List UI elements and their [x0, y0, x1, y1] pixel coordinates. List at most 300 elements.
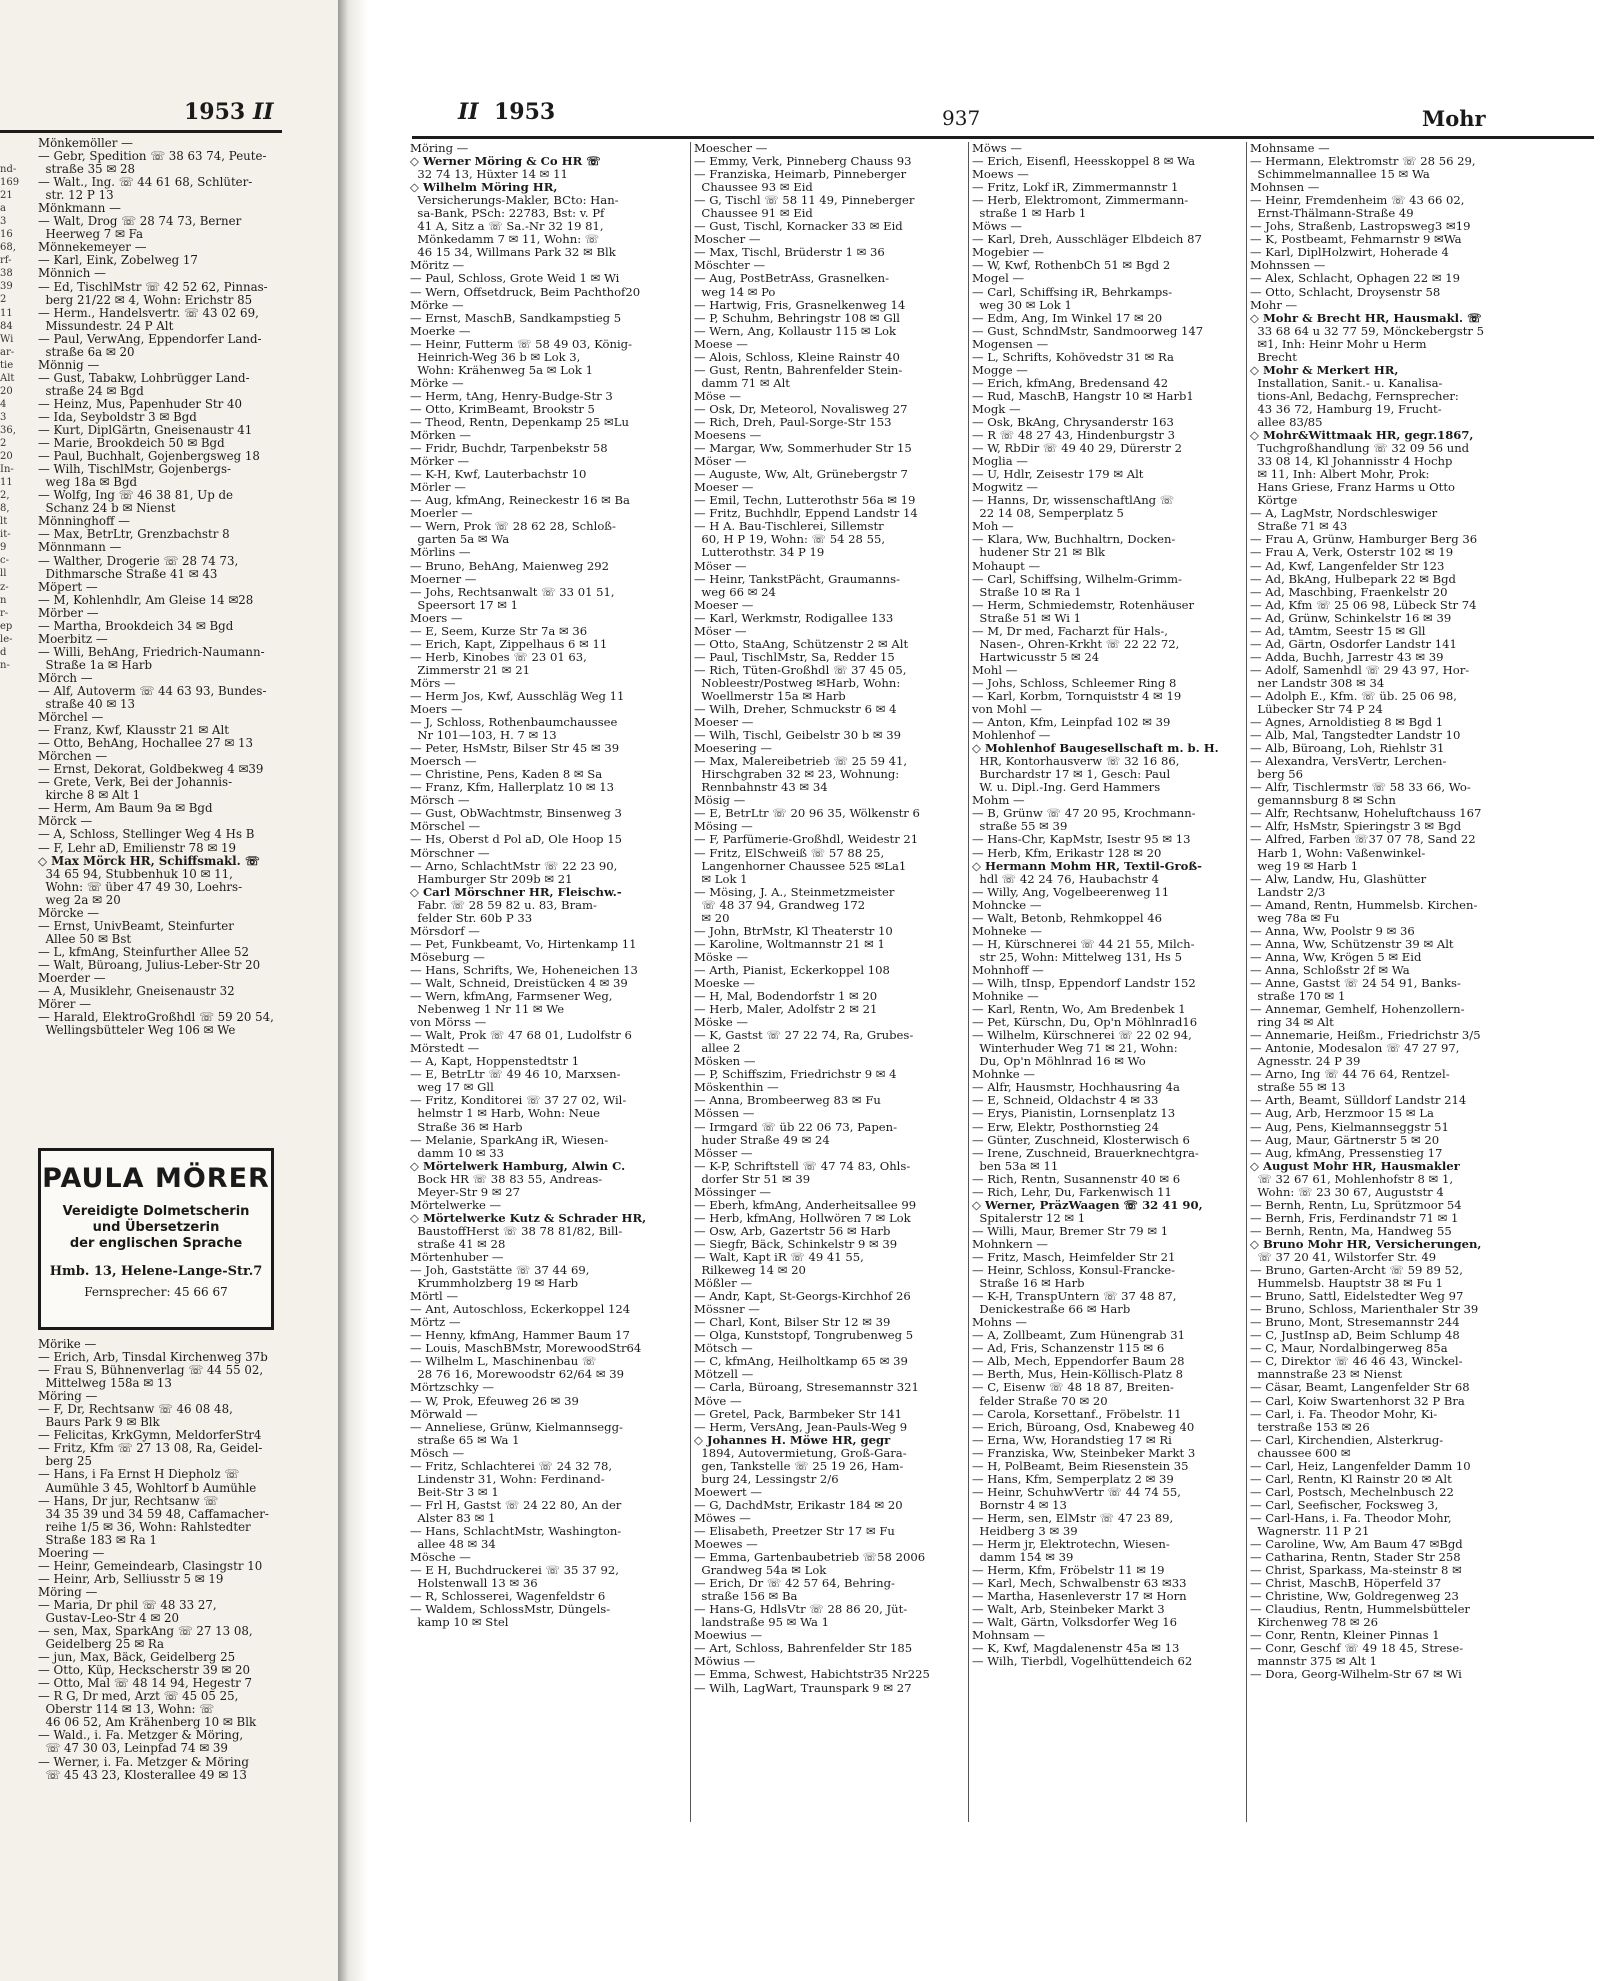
left-page: [0, 0, 338, 1981]
directory-entry-line: — W, Prok, Efeuweg 26 ✉ 39: [410, 1393, 579, 1408]
directory-entry-line: Mogwitz —: [972, 480, 1038, 495]
directory-entry-line: — Alexandra, VersVertr, Lerchen-: [1250, 754, 1447, 769]
directory-entry-line: — H A. Bau-Tischlerei, Sillemstr: [694, 519, 884, 534]
edge-fragment-line: rf-: [0, 255, 12, 267]
directory-entry-line: ✉ 11, Inh: Albert Mohr, Prok:: [1250, 467, 1430, 482]
directory-entry-line: Mörsdorf —: [410, 923, 480, 938]
directory-entry-line: Moesens —: [694, 428, 762, 443]
directory-entry-line: Brecht: [1250, 349, 1297, 364]
directory-entry-line: Moh —: [972, 519, 1014, 534]
directory-entry-line: — Conr, Geschf ☏ 49 18 45, Strese-: [1250, 1641, 1464, 1656]
directory-entry-line: — Herm jr, Elektrotechn, Wiesen-: [972, 1537, 1170, 1552]
directory-entry-line: Woellmerstr 15a ✉ Harb: [694, 688, 846, 703]
directory-entry-line: — Ernst, Dekorat, Goldbekweg 4 ✉39: [38, 762, 264, 777]
left-header-year: 1953: [184, 99, 246, 125]
directory-entry-line: Moers —: [410, 702, 463, 717]
directory-entry-line: — Franz, Kfm, Hallerplatz 10 ✉ 13: [410, 780, 614, 795]
directory-entry-line: — Hermann, Elektromstr ☏ 28 56 29,: [1250, 154, 1476, 169]
directory-entry-line: — Anna, Schloßstr 2f ✉ Wa: [1250, 962, 1410, 977]
edge-fragment-line: ll: [0, 568, 7, 580]
directory-entry-line: — Otto, BehAng, Hochallee 27 ✉ 13: [38, 736, 254, 751]
directory-entry-line: — Alois, Schloss, Kleine Rainstr 40: [694, 349, 900, 364]
directory-entry-line: — Max, Tischl, Brüderstr 1 ✉ 36: [694, 245, 885, 260]
directory-entry-line: Hummelsb. Hauptstr 38 ✉ Fu 1: [1250, 1276, 1444, 1291]
directory-entry-line: Mohnike —: [972, 989, 1039, 1004]
edge-fragment-line: it-: [0, 529, 11, 541]
directory-entry-line: felder Straße 70 ✉ 20: [972, 1393, 1108, 1408]
directory-entry-line: — Aug, Arb, Herzmoor 15 ✉ La: [1250, 1106, 1434, 1121]
directory-entry-line: — Ad, Gärtn, Osdorfer Landstr 141: [1250, 636, 1457, 651]
directory-entry-line: Mohm —: [972, 793, 1025, 808]
edge-fragment-line: nd-: [0, 164, 17, 175]
directory-entry-line: damm 154 ✉ 39: [972, 1550, 1074, 1565]
directory-entry-line: burg 24, Lessingstr 2/6: [694, 1471, 839, 1486]
directory-entry-line: — E H, Buchdruckerei ☏ 35 37 92,: [410, 1563, 619, 1578]
directory-entry-line: mannstraße 23 ✉ Nienst: [1250, 1367, 1403, 1382]
directory-entry-line: terstraße 153 ✉ 26: [1250, 1419, 1370, 1434]
directory-entry-line: Möwius —: [694, 1654, 756, 1669]
directory-entry-line: Möws —: [972, 219, 1023, 234]
directory-entry-line: dorfer Str 51 ✉ 39: [694, 1171, 811, 1186]
directory-entry-line: Moeser —: [694, 597, 754, 612]
directory-entry-line: Mohnsame —: [1250, 141, 1330, 155]
directory-entry-line: — Bruno, Schloss, Marienthaler Str 39: [1250, 1302, 1479, 1317]
directory-entry-line: Landstr 2/3: [1250, 884, 1326, 899]
directory-entry-line: Mogebier —: [972, 245, 1044, 260]
directory-entry-line: Du, Op'n Möhlnrad 16 ✉ Wo: [972, 1054, 1146, 1069]
directory-entry-line: — Fritz, Masch, Heimfelder Str 21: [972, 1249, 1176, 1264]
directory-entry-line: — Karl, Dreh, Ausschläger Elbdeich 87: [972, 232, 1202, 247]
directory-entry-line: Nasen-, Ohren-Krkht ☏ 22 22 72,: [972, 636, 1180, 651]
directory-entry-line: 33 68 64 u 32 77 59, Mönckebergstr 5: [1250, 323, 1484, 338]
directory-entry-line: — Carl, Postsch, Mechelnbusch 22: [1250, 1484, 1454, 1499]
directory-column-2: [694, 142, 966, 1822]
directory-entry-line: Aumühle 3 45, Wohltorf b Aumühle: [38, 1480, 257, 1495]
directory-entry-line: — Wolfg, Ing ☏ 46 38 81, Up de: [38, 488, 234, 503]
directory-entry-line: str. 12 P 13: [38, 188, 114, 203]
directory-entry-line: Nobleestr/Postweg ✉Harb, Wohn:: [694, 675, 901, 690]
directory-entry-line: — Bernh, Fris, Ferdinandstr 71 ✉ 1: [1250, 1210, 1459, 1225]
directory-entry-line: — Ad, tAmtm, Seestr 15 ✉ Gll: [1250, 623, 1426, 638]
directory-entry-line: von Mörss —: [410, 1015, 487, 1030]
directory-entry-line: Möring —: [38, 1389, 98, 1404]
directory-entry-line: — Alf, Autoverm ☏ 44 63 93, Bundes-: [38, 683, 267, 698]
directory-entry-line: — Fritz, Konditorei ☏ 37 27 02, Wil-: [410, 1093, 627, 1108]
directory-entry-line: Mörlins —: [410, 545, 471, 560]
edge-fragment-line: lt: [0, 516, 8, 528]
directory-entry-line: straße 40 ✉ 13: [38, 697, 135, 712]
directory-entry-line: straße 1 ✉ Harb 1: [972, 206, 1087, 221]
directory-entry-line: ☏ 32 67 61, Mohlenhofstr 8 ✉ 1,: [1250, 1171, 1454, 1186]
directory-entry-line: Mönnekemeyer —: [38, 240, 147, 255]
directory-entry-line: — Dora, Georg-Wilhelm-Str 67 ✉ Wi: [1250, 1667, 1462, 1682]
directory-entry-line: — C, Eisenw ☏ 48 18 87, Breiten-: [972, 1380, 1174, 1395]
directory-entry-line: — Eberh, kfmAng, Anderheitsallee 99: [694, 1197, 917, 1212]
directory-entry-line: Mohnssen —: [1250, 258, 1326, 273]
directory-entry-line: ben 53a ✉ 11: [972, 1158, 1059, 1173]
directory-entry-line: — Bernh, Rentn, Ma, Handweg 55: [1250, 1223, 1452, 1238]
directory-entry-line: Dithmarsche Straße 41 ✉ 43: [38, 566, 218, 581]
edge-fragment-line: 2: [0, 437, 7, 449]
directory-entry-line: ◇ August Mohr HR, Hausmakler: [1250, 1158, 1460, 1173]
directory-entry-line: str 25, Wohn: Mittelweg 131, Hs 5: [972, 949, 1182, 964]
directory-entry-line: weg 66 ✉ 24: [694, 584, 776, 599]
directory-entry-line: Hirschgraben 32 ✉ 23, Wohnung:: [694, 767, 900, 782]
directory-entry-line: Mösser —: [694, 1145, 753, 1160]
edge-fragment-line: 16: [0, 229, 13, 241]
directory-entry-line: Moerner —: [410, 571, 477, 586]
directory-entry-line: Mönkedamm 7 ✉ 11, Wohn: ☏: [410, 232, 600, 247]
directory-entry-line: — Bruno, Garten-Archt ☏ 59 89 52,: [1250, 1263, 1463, 1278]
directory-entry-line: weg 2a ✉ 20: [38, 892, 121, 907]
directory-entry-line: — R G, Dr med, Arzt ☏ 45 05 25,: [38, 1689, 239, 1704]
directory-entry-line: Mörber —: [38, 605, 99, 620]
directory-entry-line: — Johs, Rechtsanwalt ☏ 33 01 51,: [410, 584, 615, 599]
directory-entry-line: — Walt, Büroang, Julius-Leber-Str 20: [38, 957, 261, 972]
directory-entry-line: Bornstr 4 ✉ 13: [972, 1497, 1067, 1512]
directory-entry-line: — Ed, TischlMstr ☏ 42 52 62, Pinnas-: [38, 279, 268, 294]
directory-entry-line: — Melanie, SparkAng iR, Wiesen-: [410, 1132, 609, 1147]
directory-entry-line: — Carl, Heiz, Langenfelder Damm 10: [1250, 1458, 1471, 1473]
directory-entry-line: — Edm, Ang, Im Winkel 17 ✉ 20: [972, 310, 1163, 325]
directory-entry-line: Mörke —: [410, 375, 464, 390]
directory-entry-line: — Ernst, MaschB, Sandkampstieg 5: [410, 310, 622, 325]
directory-entry-line: Mörchel —: [38, 710, 104, 725]
directory-entry-line: — Siegfr, Bäck, Schinkelstr 9 ✉ 39: [694, 1236, 898, 1251]
directory-entry-line: allee 48 ✉ 34: [410, 1537, 496, 1552]
directory-entry-line: ◇ Johannes H. Möwe HR, gegr: [694, 1432, 891, 1447]
directory-entry-line: weg 14 ✉ Po: [694, 284, 776, 299]
directory-entry-line: helmstr 1 ✉ Harb, Wohn: Neue: [410, 1106, 601, 1121]
directory-entry-line: — Wern, kfmAng, Farmsener Weg,: [410, 989, 613, 1004]
edge-fragment-line: 36,: [0, 424, 16, 436]
directory-entry-line: — M, Dr med, Facharzt für Hals-,: [972, 623, 1168, 638]
directory-entry-line: Moeske —: [694, 976, 755, 990]
directory-entry-line: Mörtenhuber —: [410, 1249, 504, 1264]
directory-entry-line: — Charl, Kont, Bilser Str 12 ✉ 39: [694, 1315, 891, 1330]
directory-entry-line: Körtge: [1250, 493, 1298, 508]
directory-entry-line: — C, Direktor ☏ 46 46 43, Winckel-: [1250, 1354, 1463, 1369]
right-header-roman: II: [458, 99, 479, 125]
directory-entry-line: — J, Schloss, Rothenbaumchaussee: [410, 715, 618, 730]
edge-fragment-line: 9: [0, 542, 7, 554]
directory-entry-line: ◇ Bruno Mohr HR, Versicherungen,: [1250, 1236, 1482, 1251]
directory-entry-line: — Heinr, Fremdenheim ☏ 43 66 02,: [1250, 193, 1465, 208]
directory-entry-line: — Ant, Autoschloss, Eckerkoppel 124: [410, 1302, 631, 1317]
directory-entry-line: — Arth, Pianist, Eckerkoppel 108: [694, 962, 890, 977]
directory-entry-line: Ernst-Thälmann-Straße 49: [1250, 206, 1414, 221]
directory-column-4: [1250, 142, 1522, 1822]
directory-entry-line: — Karoline, Woltmannstr 21 ✉ 1: [694, 936, 885, 951]
directory-entry-line: — Osk, BkAng, Chrysanderstr 163: [972, 414, 1174, 429]
advert-address: Hmb. 13, Helene-Lange-Str.7: [49, 1264, 263, 1279]
directory-entry-line: — Paul, VerwAng, Eppendorfer Land-: [38, 331, 262, 346]
directory-entry-line: Chaussee 91 ✉ Eid: [694, 206, 813, 221]
directory-entry-line: — A, LagMstr, Nordschleswiger: [1250, 506, 1438, 521]
directory-entry-line: Grandweg 54a ✉ Lok: [694, 1563, 827, 1578]
directory-entry-line: Kirchenweg 78 ✉ 26: [1250, 1615, 1379, 1630]
directory-entry-line: — Willi, Maur, Bremer Str 79 ✉ 1: [972, 1223, 1169, 1238]
directory-entry-line: — Hartwig, Fris, Grasnelkenweg 14: [694, 297, 906, 312]
directory-entry-line: ◇ Werner Möring & Co HR ☏: [410, 154, 601, 169]
directory-entry-line: — Erich, Kapt, Zippelhaus 6 ✉ 11: [410, 636, 608, 651]
directory-entry-line: — Walther, Drogerie ☏ 28 74 73,: [38, 553, 239, 568]
directory-entry-line: Denickestraße 66 ✉ Harb: [972, 1302, 1131, 1317]
directory-entry-line: — H, Kürschnerei ☏ 44 21 55, Milch-: [972, 936, 1195, 951]
directory-entry-line: — Bruno, BehAng, Maienweg 292: [410, 558, 609, 573]
directory-entry-line: berg 21/22 ✉ 4, Wohn: Erichstr 85: [38, 292, 253, 307]
directory-entry-line: Möve —: [694, 1393, 742, 1408]
directory-entry-line: — Anna, Brombeerweg 83 ✉ Fu: [694, 1093, 881, 1108]
directory-entry-line: — Bruno, Sattl, Eidelstedter Weg 97: [1250, 1289, 1464, 1304]
directory-entry-line: — Conr, Rentn, Kleiner Pinnas 1: [1250, 1628, 1440, 1643]
edge-fragment-line: 8,: [0, 503, 10, 515]
directory-entry-line: — Wilh, TischlMstr, Gojenbergs-: [38, 462, 232, 477]
directory-entry-line: 1894, Autovermietung, Groß-Gara-: [694, 1445, 907, 1460]
directory-entry-line: — Günter, Zuschneid, Klosterwisch 6: [972, 1132, 1190, 1147]
directory-entry-line: Mötsch —: [694, 1341, 753, 1356]
directory-entry-line: Mörck —: [38, 814, 93, 829]
directory-entry-line: — Bruno, Mont, Stresemannstr 244: [1250, 1315, 1460, 1330]
directory-entry-line: — Christ, MaschB, Höperfeld 37: [1250, 1576, 1442, 1591]
right-page: [368, 0, 1600, 1981]
directory-entry-line: — Grete, Verk, Bei der Johannis-: [38, 775, 233, 790]
directory-entry-line: — Gust, SchndMstr, Sandmoorweg 147: [972, 323, 1204, 338]
directory-entry-line: — Ad, Kwf, Langenfelder Str 123: [1250, 558, 1445, 573]
directory-entry-line: — Fritz, Schlachterei ☏ 24 32 78,: [410, 1458, 613, 1473]
directory-entry-line: — Irene, Zuschneid, Brauerknechtgra-: [972, 1145, 1199, 1160]
edge-fragment-line: 38: [0, 268, 13, 280]
directory-entry-line: Moesering —: [694, 741, 772, 756]
directory-entry-line: Möser —: [694, 558, 747, 573]
directory-entry-line: Mohnkern —: [972, 1236, 1048, 1251]
left-header-roman: II: [253, 99, 274, 125]
directory-entry-line: Krummholzberg 19 ✉ Harb: [410, 1276, 579, 1291]
directory-entry-line: Mörtzschky —: [410, 1380, 494, 1395]
directory-entry-line: — Alfr, Hausmstr, Hochhausring 4a: [972, 1080, 1180, 1095]
directory-entry-line: Mösch —: [410, 1445, 465, 1460]
directory-entry-line: Moers —: [410, 610, 463, 625]
directory-entry-line: 34 65 94, Stubbenhuk 10 ✉ 11,: [38, 866, 233, 881]
directory-entry-line: — jun, Max, Bäck, Geidelberg 25: [38, 1650, 236, 1665]
directory-entry-line: hdl ☏ 42 24 76, Haubachstr 4: [972, 871, 1159, 886]
directory-entry-line: — Gust, Tabakw, Lohbrügger Land-: [38, 370, 250, 385]
edge-fragment-line: z-: [0, 581, 9, 593]
directory-entry-line: 32 74 13, Hüxter 14 ✉ 11: [410, 167, 568, 182]
right-header-rule: [412, 136, 1594, 139]
directory-entry-line: Mörcke —: [38, 905, 100, 920]
directory-entry-line: — Aug, PostBetrAss, Grasnelken-: [694, 271, 890, 286]
directory-entry-line: kamp 10 ✉ Stel: [410, 1615, 509, 1630]
directory-entry-line: Mörchen —: [38, 749, 108, 764]
directory-entry-line: — Heinr, Schloss, Konsul-Francke-: [972, 1263, 1176, 1278]
directory-entry-line: Moerke —: [410, 323, 471, 338]
directory-entry-line: Mörschel —: [410, 819, 481, 834]
directory-entry-line: Lindenstr 31, Wohn: Ferdinand-: [410, 1471, 605, 1486]
directory-entry-line: Rilkeweg 14 ✉ 20: [694, 1263, 806, 1278]
directory-entry-line: — Agnes, Arnoldistieg 8 ✉ Bgd 1: [1250, 715, 1444, 730]
column-divider-3: [1246, 142, 1247, 1822]
directory-entry-line: — Christine, Ww, Goldregenweg 23: [1250, 1589, 1459, 1604]
edge-fragment-line: 39: [0, 281, 13, 293]
directory-entry-line: Mohnsam —: [972, 1628, 1045, 1643]
directory-entry-line: — Gust, Tischl, Kornacker 33 ✉ Eid: [694, 219, 903, 234]
directory-entry-line: — Otto, KrimBeamt, Brookstr 5: [410, 401, 595, 416]
edge-fragment-line: 3: [0, 411, 7, 423]
running-keyword: Mohr: [1422, 106, 1486, 131]
directory-entry-line: Mörer —: [38, 997, 91, 1012]
directory-entry-line: weg 18a ✉ Bgd: [38, 475, 138, 490]
directory-entry-line: — A, Musiklehr, Gneisenaustr 32: [38, 984, 235, 999]
directory-entry-line: — Joh, Gaststätte ☏ 37 44 69,: [410, 1263, 590, 1278]
directory-entry-line: Mogk —: [972, 401, 1021, 416]
directory-entry-line: Straße 71 ✉ 43: [1250, 519, 1348, 534]
directory-entry-line: ◇ Hermann Mohm HR, Textil-Groß-: [972, 858, 1202, 873]
directory-entry-line: berg 25: [38, 1454, 92, 1469]
directory-entry-line: ◇ Max Mörck HR, Schiffsmakl. ☏: [38, 853, 260, 868]
directory-entry-line: — Franz, Kwf, Klausstr 21 ✉ Alt: [38, 723, 229, 738]
directory-entry-line: — Wern, Offsetdruck, Beim Pachthof20: [410, 284, 641, 299]
directory-entry-line: — sen, Max, SparkAng ☏ 27 13 08,: [38, 1624, 253, 1639]
directory-entry-line: Moersch —: [410, 754, 477, 769]
edge-fragment-line: ep: [0, 620, 13, 632]
directory-entry-line: Rennbahnstr 43 ✉ 34: [694, 780, 828, 795]
directory-entry-line: — Frau S, Bühnenverlag ☏ 44 55 02,: [38, 1363, 264, 1378]
directory-entry-line: Straße 51 ✉ Wi 1: [972, 610, 1082, 625]
directory-entry-line: — Marie, Brookdeich 50 ✉ Bgd: [38, 436, 225, 451]
edge-fragment-line: 68,: [0, 242, 16, 254]
directory-entry-line: Baurs Park 9 ✉ Blk: [38, 1415, 160, 1430]
directory-entry-line: — Herb, Kfm, Erikastr 128 ✉ 20: [972, 845, 1162, 860]
directory-entry-line: — Hans, i Fa Ernst H Diepholz ☏: [38, 1467, 240, 1482]
directory-entry-line: — K, Postbeamt, Fehmarnstr 9 ✉Wa: [1250, 232, 1462, 247]
directory-entry-line: — Rich, Tüten-Großhdl ☏ 37 45 05,: [694, 662, 907, 677]
directory-entry-line: Möring —: [38, 1584, 98, 1599]
directory-entry-line: — Andr, Kapt, St-Georgs-Kirchhof 26: [694, 1289, 911, 1304]
directory-entry-line: — Carl, Rentn, Kl Rainstr 20 ✉ Alt: [1250, 1471, 1452, 1486]
directory-entry-line: — Hans, Schrifts, We, Hoheneichen 13: [410, 962, 638, 977]
directory-column-1: [410, 142, 688, 1822]
directory-entry-line: kirche 8 ✉ Alt 1: [38, 788, 141, 803]
edge-fragment-line: 3: [0, 216, 7, 228]
edge-fragment-line: 4: [0, 398, 7, 410]
directory-entry-line: Wellingsbütteler Weg 106 ✉ We: [38, 1023, 236, 1038]
directory-entry-line: — R, Schlosserei, Wagenfeldstr 6: [410, 1589, 606, 1604]
directory-entry-line: — Paul, TischlMstr, Sa, Redder 15: [694, 649, 895, 664]
directory-entry-line: — Art, Schloss, Bahrenfelder Str 185: [694, 1641, 913, 1656]
directory-entry-line: — Herm., Handelsvertr. ☏ 43 02 69,: [38, 305, 259, 320]
directory-entry-line: Moeser —: [694, 480, 754, 495]
directory-entry-line: Hans Griese, Franz Harms u Otto: [1250, 480, 1455, 495]
directory-entry-line: Mittelweg 158a ✉ 13: [38, 1376, 172, 1391]
directory-entry-line: — Antonie, Modesalon ☏ 47 27 97,: [1250, 1041, 1460, 1056]
directory-entry-line: Geidelberg 25 ✉ Ra: [38, 1637, 165, 1652]
directory-entry-line: Heinrich-Weg 36 b ✉ Lok 3,: [410, 349, 581, 364]
directory-entry-line: Mohnsen —: [1250, 180, 1320, 195]
directory-entry-line: — Carl, Seefischer, Focksweg 3,: [1250, 1497, 1439, 1512]
directory-entry-line: Mönkemöller —: [38, 136, 133, 150]
directory-entry-line: BaustoffHerst ☏ 38 78 81/82, Bill-: [410, 1223, 623, 1238]
column-divider-2: [968, 142, 969, 1822]
directory-entry-line: Spitalerstr 12 ✉ 1: [972, 1210, 1086, 1225]
directory-entry-line: — Anne, Gastst ☏ 24 54 91, Banks-: [1250, 976, 1461, 990]
directory-entry-line: Moeser —: [694, 715, 754, 730]
directory-entry-line: — F, Dr, Rechtsanw ☏ 46 08 48,: [38, 1402, 233, 1417]
edge-fragment-line: ar-: [0, 346, 15, 358]
directory-entry-line: — K, Gastst ☏ 27 22 74, Ra, Grubes-: [694, 1028, 914, 1043]
directory-entry-line: ◇ Carl Mörschner HR, Fleischw.-: [410, 884, 622, 899]
directory-entry-line: — Herb, Elektromont, Zimmermann-: [972, 193, 1189, 208]
edge-fragment-line: 169: [0, 177, 20, 189]
directory-entry-line: — Kurt, DiplGärtn, Gneisenaustr 41: [38, 423, 253, 438]
directory-entry-line: — Anton, Kfm, Leinpfad 102 ✉ 39: [972, 715, 1171, 730]
directory-entry-line: Moscher —: [694, 232, 761, 247]
directory-entry-line: Lübecker Str 74 P 24: [1250, 702, 1383, 717]
directory-entry-line: 22 14 08, Semperplatz 5: [972, 506, 1124, 521]
directory-entry-line: Mönnich —: [38, 266, 106, 281]
directory-entry-line: — Willy, Ang, Vogelbeerenweg 11: [972, 884, 1170, 899]
advert-phone: Fernsprecher: 45 66 67: [84, 1285, 228, 1299]
directory-entry-line: — Maria, Dr phil ☏ 48 33 27,: [38, 1597, 217, 1612]
directory-entry-line: — P, Schiffszim, Friedrichstr 9 ✉ 4: [694, 1067, 897, 1082]
directory-entry-line: — Annemarie, Heißm., Friedrichstr 3/5: [1250, 1028, 1481, 1043]
directory-entry-line: — Johs, Straßenb, Lastropsweg3 ✉19: [1250, 219, 1471, 234]
directory-entry-line: — Annemar, Gemhelf, Hohenzollern-: [1250, 1002, 1465, 1017]
directory-entry-line: ◇ Mohr & Merkert HR,: [1250, 362, 1399, 377]
directory-entry-line: — Otto, Küp, Heckscherstr 39 ✉ 20: [38, 1663, 250, 1678]
directory-entry-line: — Claudius, Rentn, Hummelsbütteler: [1250, 1602, 1470, 1617]
directory-entry-line: reihe 1/5 ✉ 36, Wohn: Rahlstedter: [38, 1519, 251, 1534]
directory-entry-line: — U, Hdlr, Zeisestr 179 ✉ Alt: [972, 467, 1144, 482]
directory-entry-line: Heidberg 3 ✉ 39: [972, 1523, 1078, 1538]
directory-entry-line: Wohn: Krähenweg 5a ✉ Lok 1: [410, 362, 593, 377]
directory-entry-line: — Carla, Büroang, Stresemannstr 321: [694, 1380, 919, 1395]
directory-entry-line: — G, Tischl ☏ 58 11 49, Pinneberger: [694, 193, 915, 208]
directory-entry-line: — Karl, Eink, Zobelweg 17: [38, 253, 198, 268]
directory-entry-line: straße 55 ✉ 39: [972, 819, 1068, 834]
directory-entry-line: — Hanns, Dr, wissenschaftlAng ☏: [972, 493, 1175, 508]
directory-entry-line: — Wald., i. Fa. Metzger & Möring,: [38, 1728, 244, 1743]
directory-entry-line: — Carl, Schiffsing, Wilhelm-Grimm-: [972, 571, 1182, 586]
directory-entry-line: — A, Schloss, Stellinger Weg 4 Hs B: [38, 827, 255, 842]
advert-line-3: der englischen Sprache: [69, 1236, 243, 1251]
directory-entry-line: — Hans, Kfm, Semperplatz 2 ✉ 39: [972, 1471, 1174, 1486]
directory-entry-line: W. u. Dipl.-Ing. Gerd Hammers: [972, 780, 1161, 795]
edge-fragment-line: In-: [0, 464, 14, 476]
directory-entry-line: Chaussee 93 ✉ Eid: [694, 180, 813, 195]
directory-entry-line: — Gretel, Pack, Barmbeker Str 141: [694, 1406, 902, 1421]
directory-entry-line: Mohl —: [972, 662, 1018, 677]
directory-entry-line: Installation, Sanit.- u. Kanalisa-: [1250, 375, 1443, 390]
directory-entry-line: Harb 1, Wohn: Vaßenwinkel-: [1250, 845, 1426, 860]
directory-entry-line: — Erw, Elektr, Posthornstieg 24: [972, 1119, 1159, 1134]
directory-entry-line: — E, Seem, Kurze Str 7a ✉ 36: [410, 623, 588, 638]
directory-entry-line: Mörike —: [38, 1337, 97, 1351]
directory-entry-line: — B, Grünw ☏ 47 20 95, Krochmann-: [972, 806, 1196, 821]
directory-entry-line: weg 30 ✉ Lok 1: [972, 297, 1072, 312]
directory-entry-line: — Otto, StaAng, Schützenstr 2 ✉ Alt: [694, 636, 909, 651]
directory-entry-line: Mößler —: [694, 1276, 752, 1291]
directory-entry-line: Schanz 24 b ✉ Nienst: [38, 501, 176, 516]
directory-entry-line: 46 06 52, Am Krähenberg 10 ✉ Blk: [38, 1715, 257, 1730]
directory-entry-line: Fabr. ☏ 28 59 82 u. 83, Bram-: [410, 897, 597, 912]
directory-entry-line: — M, Kohlenhdlr, Am Gleise 14 ✉28: [38, 592, 254, 607]
directory-entry-line: Moerbitz —: [38, 631, 108, 646]
directory-entry-line: Mörch —: [38, 670, 93, 685]
directory-entry-line: Mohaupt —: [972, 558, 1041, 573]
directory-entry-line: — Werner, i. Fa. Metzger & Möring: [38, 1754, 249, 1769]
directory-entry-line: — Emil, Techn, Lutterothstr 56a ✉ 19: [694, 493, 916, 508]
